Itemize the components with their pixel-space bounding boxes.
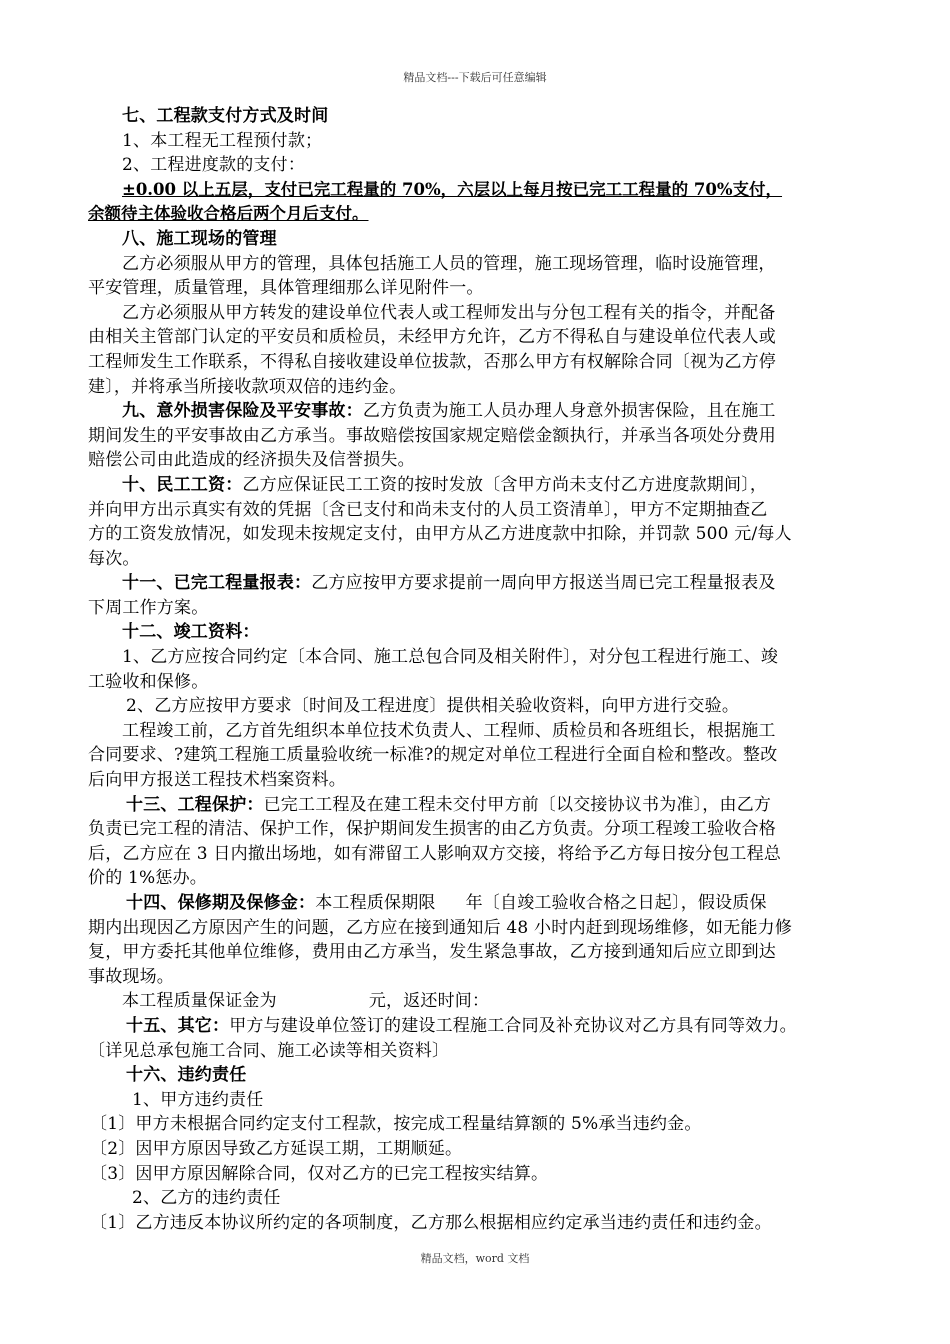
paragraph-line: 建〕，并将承当所接收款项双倍的违约金。 (88, 376, 407, 397)
paragraph-line: 工程竣工前，乙方首先组织本单位技术负责人、工程师、质检员和各班组长，根据施工 (122, 720, 776, 741)
paragraph-text: 乙方应保证民工工资的按时发放〔含甲方尚未支付乙方进度款期间〕， (242, 474, 768, 495)
warranty-deposit-line (88, 989, 878, 1014)
paragraph-line: 平安管理，质量管理，具体管理细那么详见附件一。 (88, 278, 484, 299)
list-item: 〔1〕乙方违反本协议所约定的各项制度，乙方那么根据相应约定承当违约责任和违约金。 (90, 1212, 772, 1233)
section-7-heading: 七、工程款支付方式及时间 (122, 106, 329, 126)
section-11-line (88, 571, 878, 596)
paragraph-line: 工程师发生工作联系，不得私自接收建设单位拔款，否那么甲方有权解除合同〔视为乙方停 (88, 351, 776, 372)
paragraph-line: 后，乙方应在 3 日内撤出场地，如有滞留工人影响双方交接，将给予乙方每日按分包工程总 (88, 843, 782, 864)
section-10-line (88, 473, 878, 498)
paragraph-line: 赔偿公司由此造成的经济损失及信誉损失。 (88, 450, 415, 471)
highlight-line (88, 202, 878, 227)
paragraph-line: 期间发生的平安事故由乙方承当。事故赔偿按国家规定赔偿金额执行，并承当各项处分费用 (88, 425, 776, 446)
section-11-heading: 十一、已完工程量报表： (122, 573, 312, 594)
paragraph-text: 乙方应按甲方要求提前一周向甲方报送当周已完工程量报表及 (311, 573, 776, 594)
paragraph-line: 2、乙方的违约责任 (132, 1188, 281, 1209)
section-13-heading: 十三、工程保护： (126, 794, 264, 815)
section-16-heading: 十六、违约责任 (126, 1065, 247, 1086)
paragraph-line: 负责已完工程的清洁、保护工作，保护期间发生损害的由乙方负责。分项工程竣工验收合格 (88, 819, 776, 840)
paragraph-line: 后向甲方报送工程技术档案资料。 (88, 770, 346, 791)
paragraph-line: 价的 1%惩办。 (88, 868, 207, 889)
section-13-line (88, 793, 878, 818)
paragraph-line: 并向甲方出示真实有效的凭据〔含已支付和尚未支付的人员工资清单〕，甲方不定期抽查乙 (88, 499, 768, 520)
section-14-heading: 十四、保修期及保修金： (126, 893, 316, 913)
document-body (88, 104, 878, 1235)
paragraph-line: 乙方必须服从甲方的管理，具体包括施工人员的管理，施工现场管理，临时设施管理， (122, 253, 776, 274)
section-12-heading: 十二、竣工资料： (122, 622, 260, 643)
section-9-line (88, 399, 878, 424)
paragraph-text: 甲方与建设单位签订的建设工程施工合同及补充协议对乙方具有同等效力。 (229, 1015, 797, 1036)
paragraph-line: 1、本工程无工程预付款； (122, 130, 323, 151)
paragraph-line: 由相关主管部门认定的平安员和质检员，未经甲方允许，乙方不得私自与建设单位代表人或 (88, 327, 776, 348)
list-item: 〔2〕因甲方原因导致乙方延误工期，工期顺延。 (90, 1138, 463, 1159)
paragraph-line: 每次。 (88, 548, 140, 569)
section-14-line (88, 891, 878, 916)
paragraph-text: 已完工工程及在建工程未交付甲方前〔以交接协议书为准〕，由乙方 (263, 794, 772, 815)
paragraph-line: 复，甲方委托其他单位维修，费用由乙方承当，发生紧急事故，乙方接到通知后应立即到达 (88, 942, 776, 963)
list-item: 〔1〕甲方未根据合同约定支付工程款，按完成工程量结算额的 5%承当违约金。 (90, 1114, 702, 1135)
paragraph-text: 本工程质保期限 (315, 893, 436, 913)
paragraph-text: 年〔自竣工验收合格之日起〕，假设质保 (465, 893, 767, 913)
section-15-heading: 十五、其它： (126, 1015, 230, 1036)
highlight-line (88, 178, 878, 203)
page-header: 精品文档---下载后可任意编辑 (403, 71, 547, 84)
paragraph-text: 乙方负责为施工人员办理人身意外损害保险，且在施工 (362, 401, 776, 422)
section-10-heading: 十、民工工资： (122, 474, 243, 495)
paragraph-line: 合同要求、?建筑工程施工质量验收统一标准?的规定对单位工程进行全面自检和整改。整改 (88, 745, 778, 766)
paragraph-line: 下周工作方案。 (88, 597, 209, 618)
page-footer: 精品文档，word 文档 (420, 1252, 530, 1265)
paragraph-line: 1、乙方应按合同约定〔本合同、施工总包合同及相关附件〕，对分包工程进行施工、竣 (122, 647, 779, 668)
section-15-line (88, 1014, 878, 1039)
section-9-heading: 九、意外损害保险及平安事故： (122, 401, 363, 422)
list-item: 〔3〕因甲方原因解除合同，仅对乙方的已完工程按实结算。 (90, 1163, 549, 1184)
paragraph-line: 乙方必须服从甲方转发的建设单位代表人或工程师发出与分包工程有关的指令，并配备 (122, 302, 776, 323)
paragraph-line: 方的工资发放情况，如发现未按规定支付，由甲方从乙方进度款中扣除，并罚款 500 元/每人 (88, 524, 792, 545)
payment-terms-highlight: ±0.00 以上五层，支付已完工程量的 70%，六层以上每月按已完工工程量的 70%支付， (122, 179, 783, 199)
paragraph-line: 2、工程进度款的支付： (122, 155, 306, 176)
paragraph-line: 2、乙方应按甲方要求〔时间及工程进度〕提供相关验收资料，向甲方进行交验。 (126, 696, 740, 717)
payment-terms-highlight: 余额待主体验收合格后两个月后支付。 (88, 204, 369, 224)
paragraph-line: 1、甲方违约责任 (132, 1089, 264, 1110)
paragraph-text: 元，返还时间： (368, 991, 490, 1012)
paragraph-text: 本工程质量保证金为 (122, 991, 277, 1012)
paragraph-line: 期内出现因乙方原因产生的问题，乙方应在接到通知后 48 小时内赶到现场维修，如无能力修 (88, 917, 793, 938)
section-8-heading: 八、施工现场的管理 (122, 228, 277, 249)
paragraph-line: 工验收和保修。 (88, 671, 209, 692)
paragraph-line: 事故现场。 (88, 966, 174, 987)
paragraph-line: 〔详见总承包施工合同、施工必读等相关资料〕 (88, 1040, 450, 1061)
